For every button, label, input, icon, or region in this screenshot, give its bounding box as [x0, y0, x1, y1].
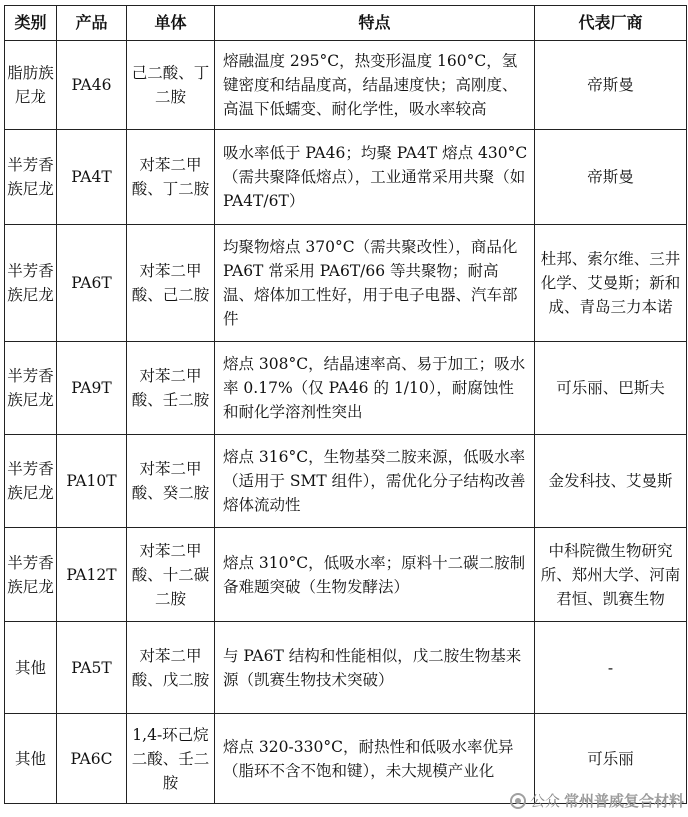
table-row: [5, 41, 687, 130]
header-monomer: 单体: [127, 6, 215, 41]
cell-category: 半芳香族尼龙: [5, 225, 57, 342]
table-row: [5, 225, 687, 342]
cell-features: 熔融温度 295°C，热变形温度 160°C，氢键密度和结晶度高，结晶速度快；高刚度、高温下低蠕变、耐化学性，吸水率较高: [215, 41, 535, 130]
cell-features: 熔点 316°C，生物基癸二胺来源，低吸水率（适用于 SMT 组件），需优化分子结构改善熔体流动性: [215, 435, 535, 528]
cell-maker: 帝斯曼: [535, 41, 687, 130]
cell-category: 脂肪族尼龙: [5, 41, 57, 130]
table-row: [5, 342, 687, 435]
cell-product: PA10T: [57, 435, 127, 528]
table-row: [5, 130, 687, 225]
cell-features: 熔点 310°C，低吸水率；原料十二碳二胺制备难题突破（生物发酵法）: [215, 528, 535, 622]
cell-monomer: 对苯二甲酸、十二碳二胺: [127, 528, 215, 622]
header-maker: 代表厂商: [535, 6, 687, 41]
cell-features: 熔点 308°C，结晶速率高、易于加工；吸水率 0.17%（仅 PA46 的 1/10），耐腐蚀性和耐化学溶剂性突出: [215, 342, 535, 435]
cell-maker: 可乐丽: [535, 714, 687, 804]
header-product: 产品: [57, 6, 127, 41]
cell-category: 半芳香族尼龙: [5, 342, 57, 435]
watermark: [510, 790, 684, 811]
cell-maker: 帝斯曼: [535, 130, 687, 225]
table-row: [5, 622, 687, 714]
cell-monomer: 对苯二甲酸、壬二胺: [127, 342, 215, 435]
cell-monomer: 己二酸、丁二胺: [127, 41, 215, 130]
cell-category: 半芳香族尼龙: [5, 130, 57, 225]
table-row: [5, 435, 687, 528]
cell-product: PA6T: [57, 225, 127, 342]
cell-monomer: 1,4-环己烷二酸、壬二胺: [127, 714, 215, 804]
cell-maker: 中科院微生物研究所、郑州大学、河南君恒、凯赛生物: [535, 528, 687, 622]
header-features: 特点: [215, 6, 535, 41]
cell-product: PA9T: [57, 342, 127, 435]
nylon-comparison-table: [4, 5, 687, 804]
cell-features: 吸水率低于 PA46；均聚 PA4T 熔点 430°C（需共聚降低熔点），工业通常采用共聚（如 PA4T/6T）: [215, 130, 535, 225]
cell-monomer: 对苯二甲酸、己二胺: [127, 225, 215, 342]
cell-features: 熔点 320-330°C，耐热性和低吸水率优异（脂环不含不饱和键），未大规模产业化: [215, 714, 535, 804]
cell-features: 均聚物熔点 370°C（需共聚改性），商品化 PA6T 常采用 PA6T/66 等共聚物；耐高温、熔体加工性好，用于电子电器、汽车部件: [215, 225, 535, 342]
cell-category: 半芳香族尼龙: [5, 435, 57, 528]
cell-product: PA46: [57, 41, 127, 130]
cell-maker: -: [535, 622, 687, 714]
cell-category: 其他: [5, 622, 57, 714]
cell-monomer: 对苯二甲酸、戊二胺: [127, 622, 215, 714]
cell-maker: 可乐丽、巴斯夫: [535, 342, 687, 435]
header-category: 类别: [5, 6, 57, 41]
cell-monomer: 对苯二甲酸、丁二胺: [127, 130, 215, 225]
watermark-prefix: 公众: [529, 792, 560, 810]
cell-product: PA12T: [57, 528, 127, 622]
cell-product: PA6C: [57, 714, 127, 804]
table-header-row: [5, 6, 687, 41]
cell-product: PA5T: [57, 622, 127, 714]
cell-monomer: 对苯二甲酸、癸二胺: [127, 435, 215, 528]
cell-maker: 杜邦、索尔维、三井化学、艾曼斯；新和成、青岛三力本诺: [535, 225, 687, 342]
cell-maker: 金发科技、艾曼斯: [535, 435, 687, 528]
cell-category: 其他: [5, 714, 57, 804]
table-row: [5, 528, 687, 622]
cell-category: 半芳香族尼龙: [5, 528, 57, 622]
watermark-name: 常州普威复合材料: [563, 792, 684, 810]
cell-product: PA4T: [57, 130, 127, 225]
cell-features: 与 PA6T 结构和性能相似，戊二胺生物基来源（凯赛生物技术突破）: [215, 622, 535, 714]
wechat-icon: [510, 793, 526, 809]
